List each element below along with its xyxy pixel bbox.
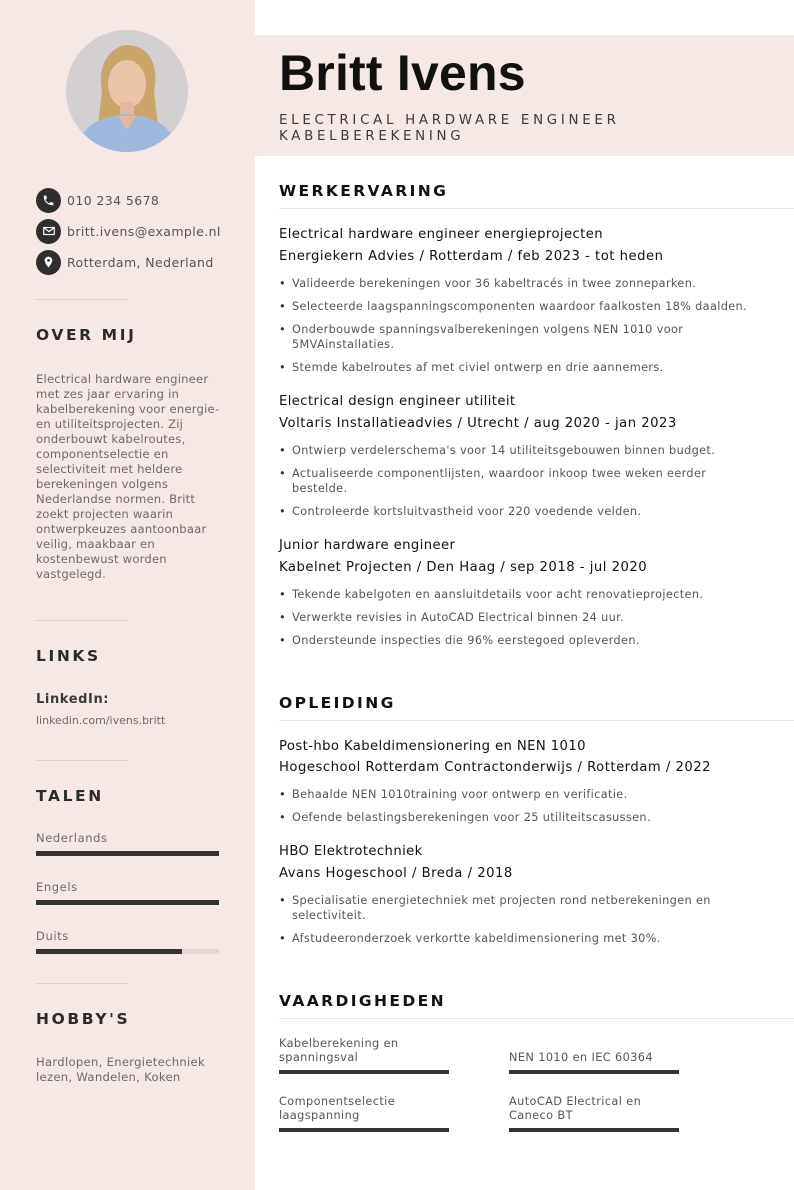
list-item: • Ontwierp verdelerschema's voor 14 utiliteitsgebouwen binnen budget. (279, 443, 749, 458)
skill-bar (509, 1128, 679, 1132)
section-rule (279, 1018, 794, 1019)
linkedin-label: LinkedIn: (36, 692, 110, 707)
about-heading: OVER MIJ (36, 326, 137, 344)
experience-heading: WERKERVARING (279, 182, 449, 200)
list-item: • Specialisatie energietechniek met projecten rond netberekeningen en selectiviteit. (279, 893, 749, 923)
links-heading: LINKS (36, 647, 101, 665)
list-item: • Stemde kabelroutes af met civiel ontwerp en drie aannemers. (279, 360, 749, 375)
job-title-entry: Electrical design engineer utiliteit (279, 394, 516, 409)
skill-bar (509, 1070, 679, 1074)
education-school: Hogeschool Rotterdam Contractonderwijs / Rotterdam / 2022 (279, 760, 712, 775)
divider (36, 983, 128, 984)
email-icon (36, 219, 61, 244)
list-item: • Afstudeeronderzoek verkortte kabeldimensionering met 30%. (279, 931, 749, 946)
job-company: Energiekern Advies / Rotterdam / feb 2023 - tot heden (279, 249, 664, 264)
job-title: ELECTRICAL HARDWARE ENGINEER KABELBEREKENING (279, 113, 620, 144)
location-pin-icon (36, 250, 61, 275)
education-heading: OPLEIDING (279, 694, 396, 712)
job-title-entry: Junior hardware engineer (279, 538, 456, 553)
divider (36, 620, 128, 621)
list-item: • Valideerde berekeningen voor 36 kabeltracés in twee zonneparken. (279, 276, 749, 291)
language-name: Engels (36, 880, 78, 894)
list-item: • Actualiseerde componentlijsten, waardoor inkoop twee weken eerder bestelde. (279, 466, 749, 496)
skill-label: AutoCAD Electrical en Caneco BT (509, 1095, 642, 1122)
hobbies-text: Hardlopen, Energietechniek lezen, Wandelen, Koken (36, 1055, 205, 1084)
list-item: • Onderbouwde spanningsvalberekeningen volgens NEN 1010 voor 5MVAinstallaties. (279, 322, 749, 352)
job-company: Voltaris Installatieadvies / Utrecht / aug 2020 - jan 2023 (279, 416, 677, 431)
list-item: • Behaalde NEN 1010training voor ontwerp en verificatie. (279, 787, 749, 802)
languages-heading: TALEN (36, 787, 104, 805)
skills-heading: VAARDIGHEDEN (279, 992, 447, 1010)
list-item: • Tekende kabelgoten en aansluitdetails voor acht renovatieprojecten. (279, 587, 749, 602)
language-level-bar (36, 900, 219, 905)
page-title: Britt Ivens (279, 45, 526, 101)
divider (36, 299, 128, 300)
avatar-portrait-icon (66, 30, 188, 152)
location-text: Rotterdam, Nederland (67, 254, 214, 270)
skill-bar (279, 1128, 449, 1132)
linkedin-link[interactable]: linkedin.com/ivens.britt (36, 714, 166, 727)
section-rule (279, 208, 794, 209)
skill-label: Kabelberekening en spanningsval (279, 1037, 399, 1064)
language-level-fill (36, 851, 219, 856)
language-name: Duits (36, 929, 69, 943)
list-item: • Controleerde kortsluitvastheid voor 220 voedende velden. (279, 504, 749, 519)
list-item: • Ondersteunde inspecties die 96% eerstegoed opleverden. (279, 633, 749, 648)
email-text: britt.ivens@example.nl (67, 223, 221, 239)
hobbies-heading: HOBBY'S (36, 1010, 131, 1028)
skill-label: Componentselectie laagspanning (279, 1095, 396, 1122)
skill-item (279, 1037, 449, 1065)
language-name: Nederlands (36, 831, 108, 845)
contact-phone[interactable] (36, 187, 159, 213)
list-item: • Oefende belastingsberekeningen voor 25 utiliteitscasussen. (279, 810, 749, 825)
skill-label: NEN 1010 en IEC 60364 (509, 1051, 653, 1064)
phone-text: 010 234 5678 (67, 192, 160, 208)
language-level-fill (36, 900, 219, 905)
skill-item (279, 1095, 449, 1123)
skill-item (509, 1095, 679, 1123)
education-title: Post-hbo Kabeldimensionering en NEN 1010 (279, 739, 586, 754)
education-title: HBO Elektrotechniek (279, 844, 423, 859)
contact-location (36, 249, 214, 275)
contact-email[interactable] (36, 218, 221, 244)
language-level-fill (36, 949, 182, 954)
education-school: Avans Hogeschool / Breda / 2018 (279, 866, 513, 881)
job-company: Kabelnet Projecten / Den Haag / sep 2018 - jul 2020 (279, 560, 648, 575)
job-title-entry: Electrical hardware engineer energieprojecten (279, 227, 603, 242)
skill-bar (279, 1070, 449, 1074)
about-text: Electrical hardware engineer met zes jaar ervaring in kabelberekening voor energie- en utiliteitsprojecten. Zij onderbouwt kabelroutes, componentselectie en selectiviteit met heldere berekeningen volgens Nederlandse normen. Britt zoekt projecten waarin ontwerpkeuzes aantoonbaar veilig, maakbaar en kostenbewust worden vastgelegd. (36, 372, 220, 581)
divider (36, 760, 128, 761)
sidebar (0, 0, 255, 1190)
section-rule (279, 720, 794, 721)
skill-item (509, 1051, 679, 1065)
language-level-bar (36, 949, 219, 954)
language-level-bar (36, 851, 219, 856)
phone-icon (36, 188, 61, 213)
avatar (66, 30, 188, 152)
list-item: • Selecteerde laagspanningscomponenten waardoor faalkosten 18% daalden. (279, 299, 749, 314)
list-item: • Verwerkte revisies in AutoCAD Electrical binnen 24 uur. (279, 610, 749, 625)
